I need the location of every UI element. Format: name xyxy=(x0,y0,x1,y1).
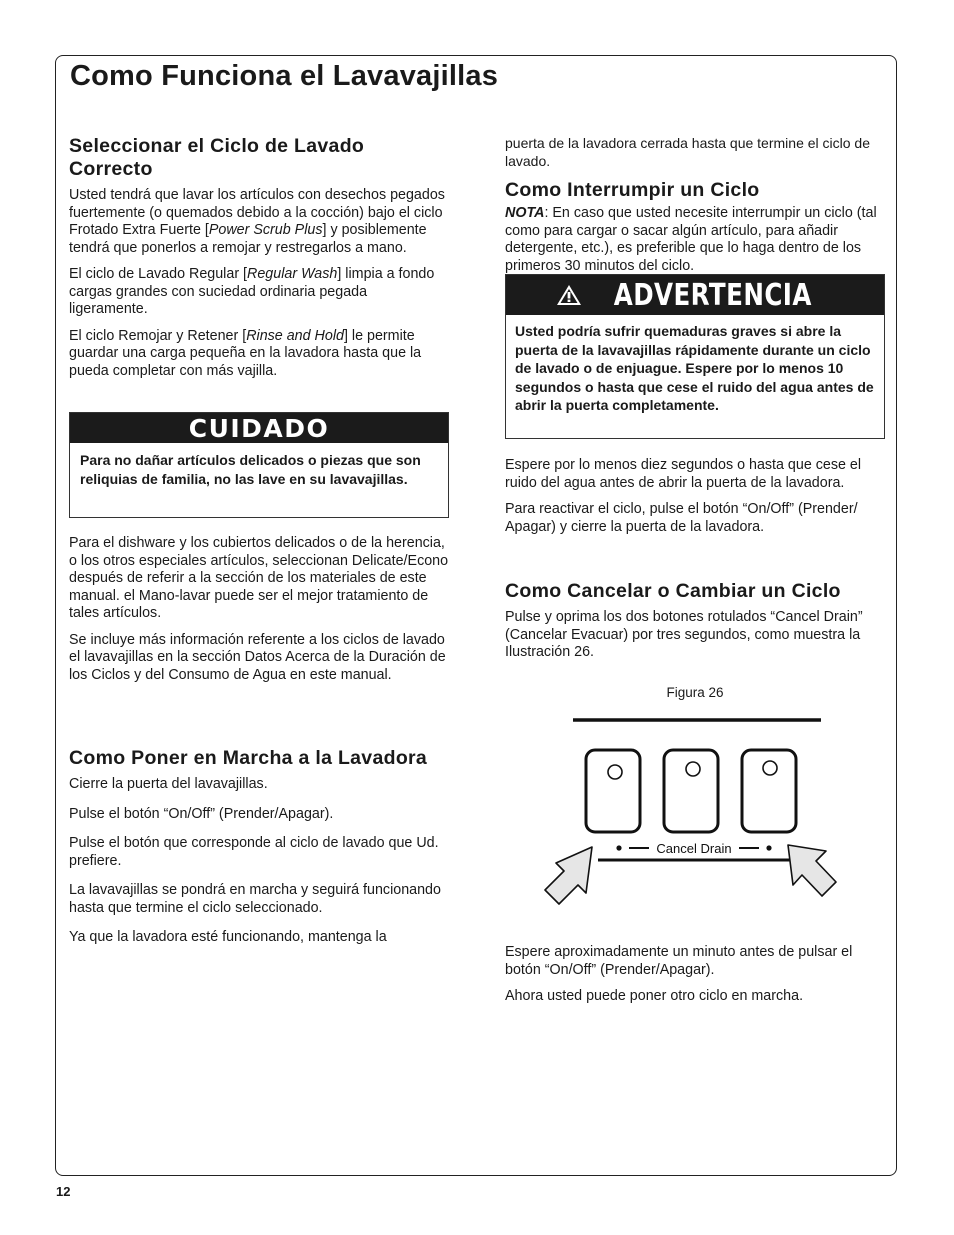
label-dot-left xyxy=(616,845,621,850)
heading-start: Como Poner en Marcha a la Lavadora xyxy=(69,747,428,769)
paragraph-more-info: Se incluye más información referente a los ciclos de lavado el lavavajillas en la sección Datos Acerca de la Duración de los Ciclos y del Consumo de Agua en este manual. xyxy=(69,631,446,683)
arrow-pointer-icon xyxy=(545,847,592,904)
step-select-cycle: Pulse el botón que corresponde al ciclo de lavado que Ud. prefiere. xyxy=(69,835,439,869)
button-3-indicator xyxy=(763,761,777,775)
paragraph-note: NOTA: En caso que usted necesite interrumpir un ciclo (tal como para cargar o sacar algún artículo, para añadir detergente, etc.), es preferible que lo haga dentro de los primeros 30 minutos del ciclo. xyxy=(505,205,877,274)
cancel-drain-label: Cancel Drain xyxy=(656,841,732,856)
paragraph-delicate: Para el dishware y los cubiertos delicados o de la herencia, o los otros especiales artículos, seleccionan Delicate/Econo después de referir a la sección de los materiales de este manual. el Mano-lavar puede ser el mejor tratamiento de tales artículos. xyxy=(69,535,449,621)
section-start xyxy=(69,747,449,956)
section-cancel xyxy=(505,580,885,671)
step-running: La lavavajillas se pondrá en marcha y seguirá funcionando hasta que termine el ciclo seleccionado. xyxy=(69,882,441,916)
heading-interrupt: Como Interrumpir un Ciclo xyxy=(505,179,760,201)
paragraph-continuation: puerta de la lavadora cerrada hasta que termine el ciclo de lavado. xyxy=(505,135,870,169)
step-close-door: Cierre la puerta del lavavajillas. xyxy=(69,776,268,792)
step-keep-closed: Ya que la lavadora esté funcionando, mantenga la xyxy=(69,929,387,945)
paragraph-reactivate: Para reactivar el ciclo, pulse el botón “On/Off” (Prender/ Apagar) y cierre la puerta de la lavadora. xyxy=(505,501,858,535)
paragraph-wait: Espere por lo menos diez segundos o hasta que cese el ruido del agua antes de abrir la puerta de la lavadora. xyxy=(505,457,862,491)
figure-control-panel xyxy=(540,712,840,907)
heading-cancel: Como Cancelar o Cambiar un Ciclo xyxy=(505,580,841,602)
right-top xyxy=(505,135,885,284)
panel-button-1[interactable] xyxy=(586,750,640,832)
section-select-cycle xyxy=(69,135,449,389)
heading-select-cycle: Seleccionar el Ciclo de Lavado Correcto xyxy=(69,135,365,180)
caution-box xyxy=(69,412,449,518)
paragraph-cancel: Pulse y oprima los dos botones rotulados “Cancel Drain” (Cancelar Evacuar) por tres segundos, como muestra la Ilustración 26. xyxy=(505,609,863,660)
page-title: Como Funciona el Lavavajillas xyxy=(70,60,499,92)
paragraph-new-cycle: Ahora usted puede poner otro ciclo en marcha. xyxy=(505,988,804,1004)
caution-label: CUIDADO xyxy=(70,413,448,443)
button-1-indicator xyxy=(608,765,622,779)
warning-box xyxy=(505,274,885,439)
right-resume xyxy=(505,457,885,545)
page-number: 12 xyxy=(56,1184,71,1199)
label-dot-right xyxy=(766,845,771,850)
warning-triangle-icon xyxy=(556,283,582,307)
step-on-off: Pulse el botón “On/Off” (Prender/Apagar). xyxy=(69,805,334,822)
right-bottom xyxy=(505,944,885,1015)
caution-text: Para no dañar artículos delicados o piezas que son reliquias de familia, no las lave en su lavavajillas. xyxy=(80,452,421,487)
button-2-indicator xyxy=(686,762,700,776)
paragraph-power-scrub: Usted tendrá que lavar los artículos con desechos pegados fuertemente (o quemados debido a la cocción) bajo el ciclo Frotado Extra Fuerte [Power Scrub Plus] y posiblemente tendrá que ponerlos a remojar y restregarlos a mano. xyxy=(69,187,445,256)
warning-text: Usted podría sufrir quemaduras graves si abre la puerta de la lavavajillas rápidamente durante un ciclo de lavado o de enjuague. Espere por lo menos 10 segundos o hasta que cese el ruido del agua antes de abrir la puerta completamente. xyxy=(515,323,874,414)
section-delicate xyxy=(69,535,449,693)
paragraph-rinse-hold: El ciclo Remojar y Retener [Rinse and Hold] le permite guardar una carga pequeña en la lavadora hasta que la pueda completar con más vajilla. xyxy=(69,327,422,379)
paragraph-regular-wash: El ciclo de Lavado Regular [Regular Wash] limpia a fondo cargas grandes con suciedad ordinaria pegada ligeramente. xyxy=(69,266,435,317)
arrow-pointer-icon-right xyxy=(788,845,836,896)
warning-label: ADVERTENCIA xyxy=(613,277,813,313)
paragraph-wait-minute: Espere aproximadamente un minuto antes de pulsar el botón “On/Off” (Prender/Apagar). xyxy=(505,944,853,978)
figure-caption: Figura 26 xyxy=(666,685,724,700)
warning-bar xyxy=(506,275,884,315)
